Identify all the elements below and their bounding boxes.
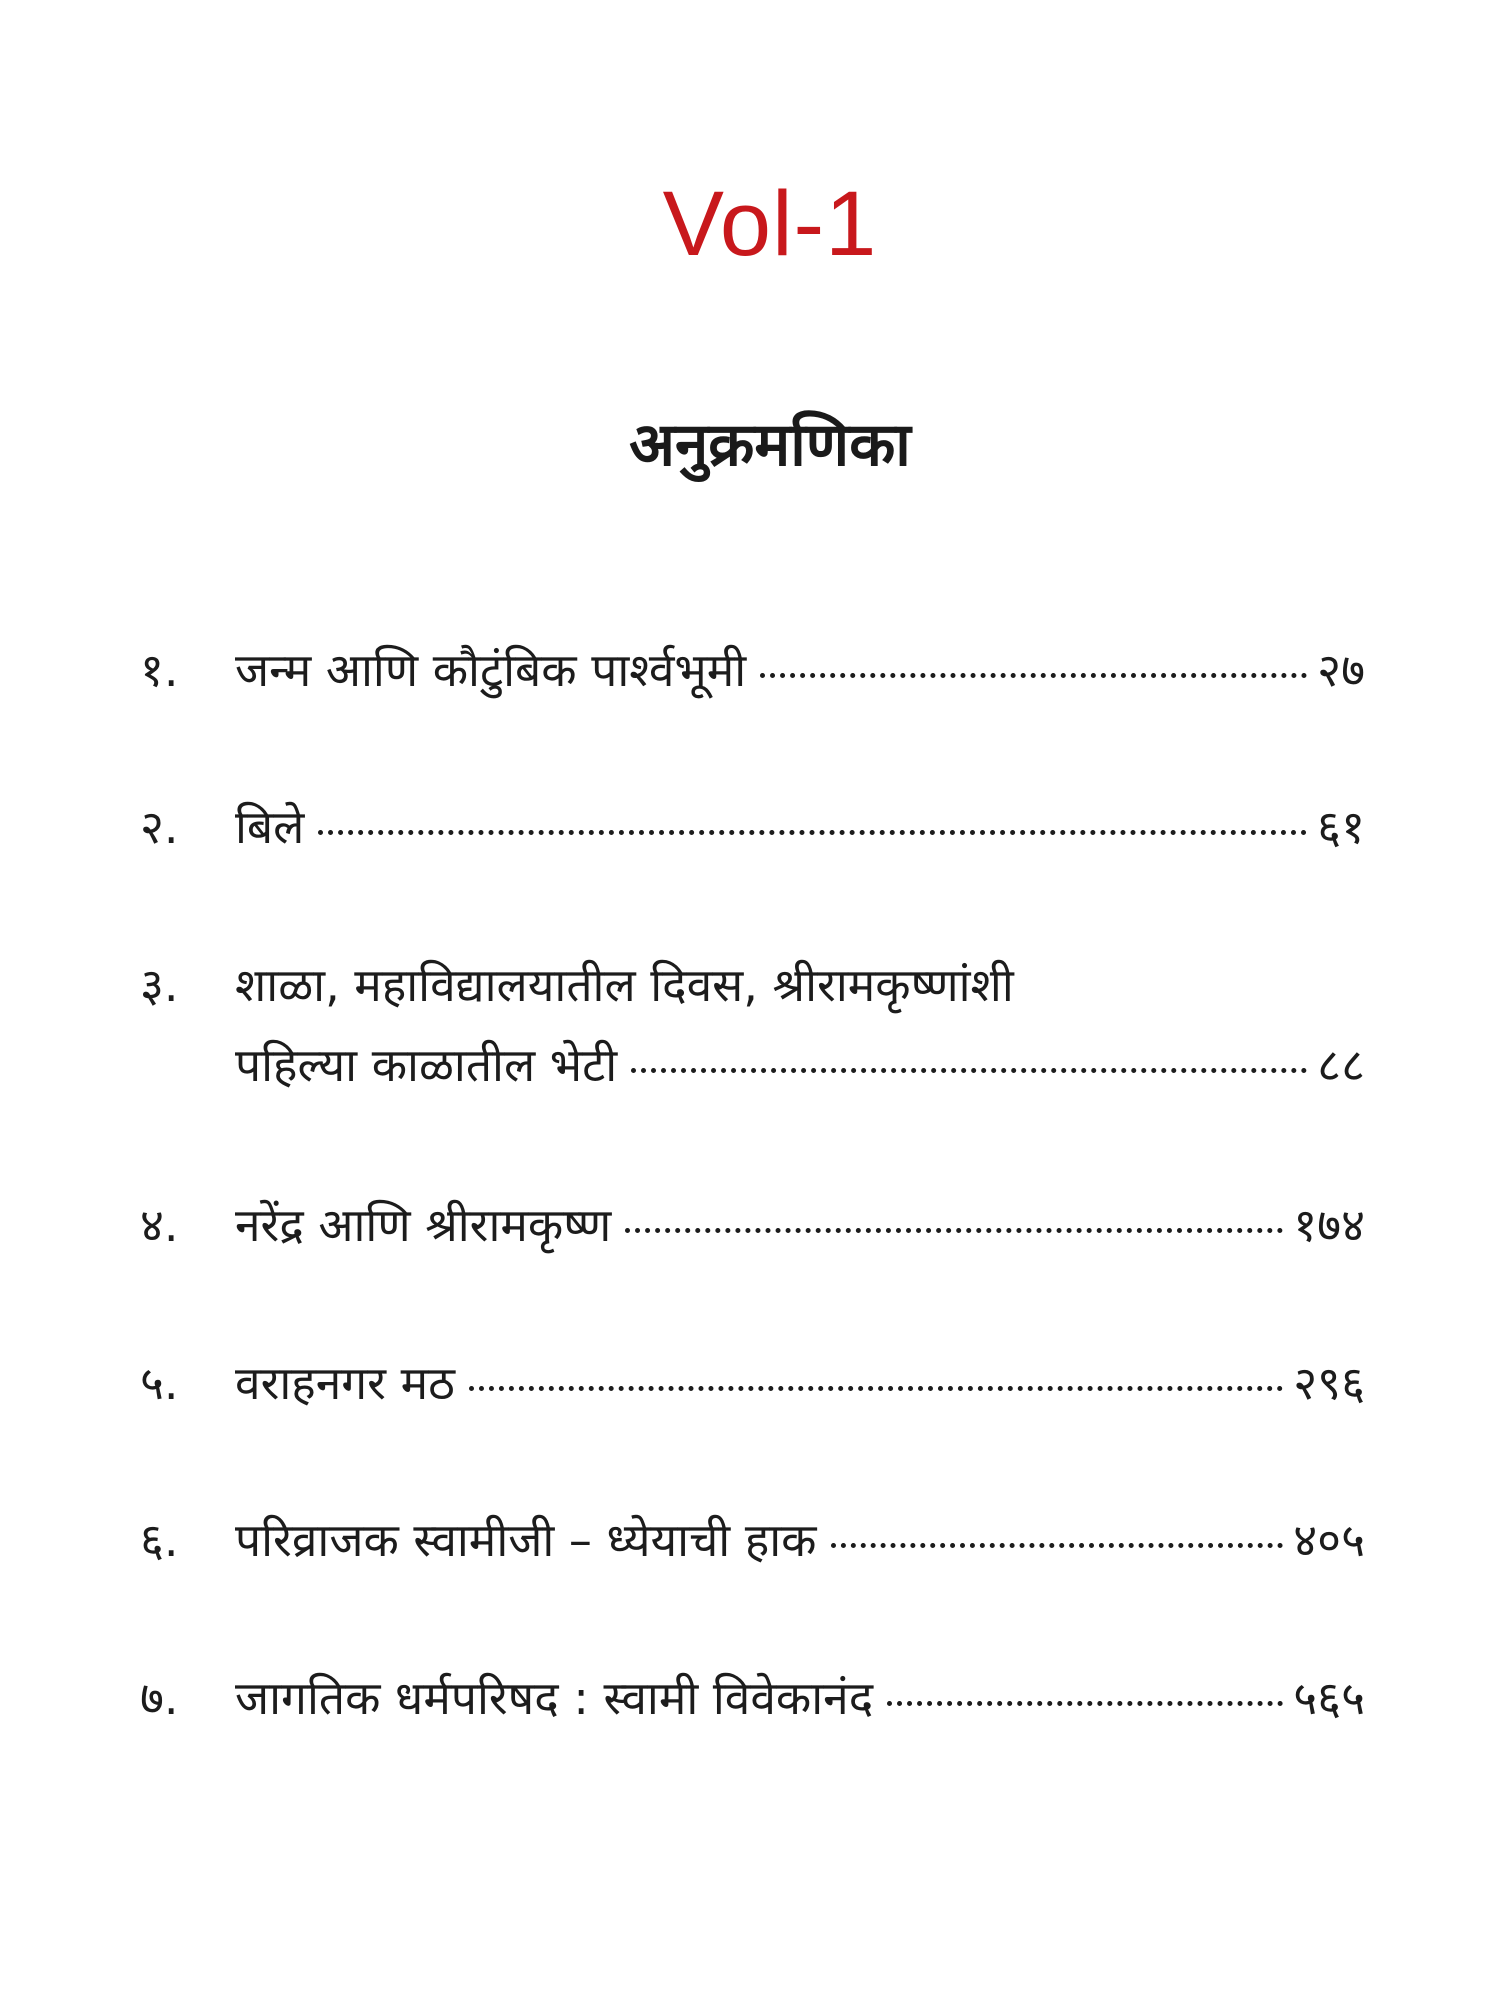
toc-entry-title: नरेंद्र आणि श्रीरामकृष्ण [235, 1198, 612, 1252]
toc-heading: अनुक्रमणिका [629, 410, 911, 480]
toc-entry-number: ५. [140, 1356, 179, 1410]
volume-title: Vol-1 [662, 173, 878, 275]
toc-entry-number: ४. [140, 1198, 179, 1252]
toc-leader-dots [318, 830, 1307, 835]
toc-entry-page: २९६ [1293, 1356, 1365, 1410]
toc-entry-number: २. [140, 800, 179, 854]
toc-leader-dots [831, 1543, 1284, 1548]
toc-entry-title: शाळा, महाविद्यालयातील दिवस, श्रीरामकृष्णांशी [235, 958, 1014, 1012]
toc-entry-3 [140, 945, 1365, 1105]
toc-entry-7 [140, 1658, 1365, 1738]
toc-leader-dots [887, 1701, 1283, 1706]
toc-leader-dots [631, 1068, 1307, 1073]
toc-entry-6 [140, 1500, 1365, 1580]
toc-entry-number: ७. [140, 1671, 179, 1725]
toc-entry-page: १७४ [1293, 1198, 1365, 1252]
toc-entry-page: ६१ [1317, 800, 1365, 854]
toc-entry-title: जन्म आणि कौटुंबिक पार्श्वभूमी [235, 643, 747, 697]
toc-entry-title: वराहनगर मठ [235, 1356, 455, 1410]
toc-leader-dots [469, 1386, 1283, 1391]
toc-leader-dots [760, 673, 1307, 678]
toc-entry-page: २७ [1317, 643, 1365, 697]
toc-entry-2 [140, 787, 1365, 867]
toc-leader-dots [625, 1228, 1283, 1233]
toc-entry-title: परिव्राजक स्वामीजी – ध्येयाची हाक [235, 1513, 817, 1567]
toc-entry-4 [140, 1185, 1365, 1265]
toc-entry-title: बिले [235, 800, 305, 854]
toc-entry-number: ६. [140, 1513, 179, 1567]
toc-entry-page: ८८ [1317, 1038, 1365, 1092]
toc-entry-number: १. [140, 643, 179, 697]
toc-entry-title: जागतिक धर्मपरिषद : स्वामी विवेकानंद [235, 1671, 874, 1725]
toc-entry-number: ३. [140, 958, 179, 1012]
toc-entry-title-line2: पहिल्या काळातील भेटी [235, 1038, 618, 1092]
toc-entry-page: ५६५ [1293, 1671, 1365, 1725]
toc-entry-5 [140, 1343, 1365, 1423]
toc-entry-1 [140, 630, 1365, 710]
toc-entry-page: ४०५ [1293, 1513, 1365, 1567]
